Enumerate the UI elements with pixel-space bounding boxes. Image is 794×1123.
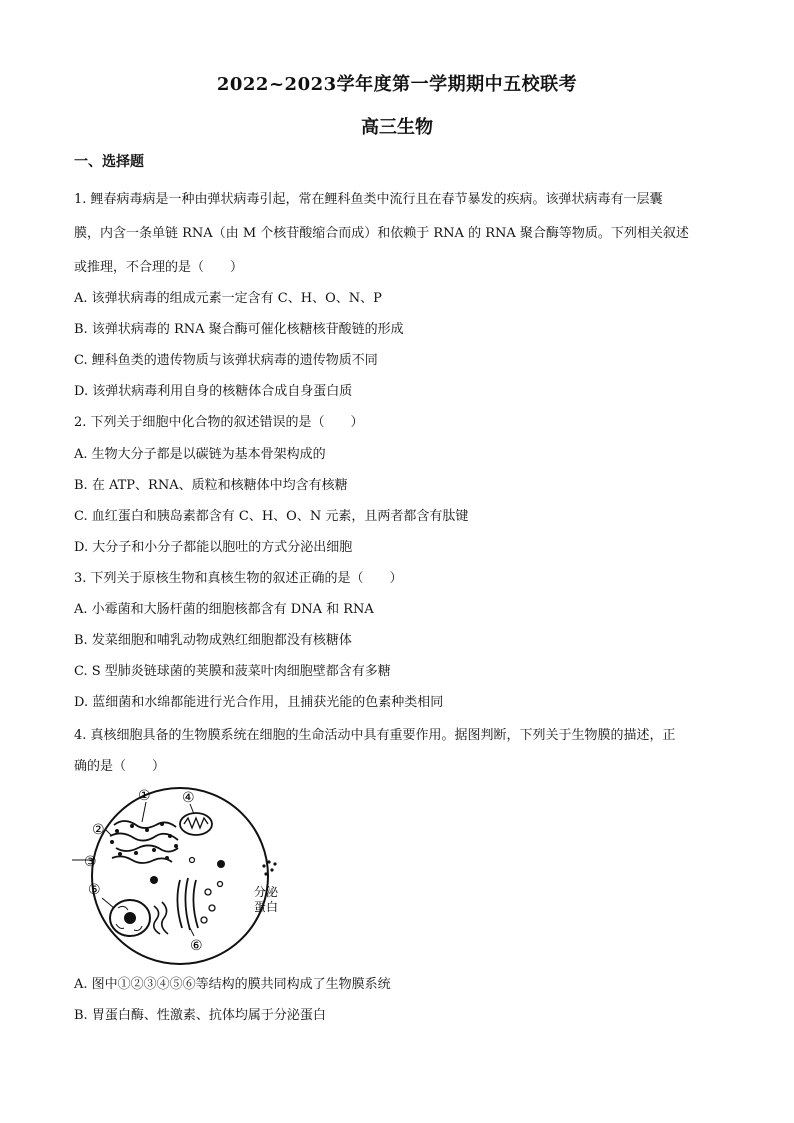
q2-option-d: D. 大分子和小分子都能以胞吐的方式分泌出细胞 bbox=[74, 540, 353, 555]
section-heading: 一、选择题 bbox=[74, 154, 144, 170]
q4-line-2: 确的是（ ） bbox=[74, 759, 166, 774]
er-near-nucleus bbox=[154, 902, 168, 934]
cell-membrane-diagram bbox=[72, 780, 292, 970]
q1-option-c: C. 鲤科鱼类的遗传物质与该弹状病毒的遗传物质不同 bbox=[74, 353, 378, 368]
q3-line-1: 3. 下列关于原核生物和真核生物的叙述正确的是（ ） bbox=[74, 571, 403, 586]
label-2: ② bbox=[92, 822, 105, 838]
vesicle-small bbox=[190, 858, 195, 863]
vesicle-dark-2 bbox=[217, 860, 225, 868]
mitochondrion bbox=[180, 813, 212, 835]
nucleus bbox=[110, 900, 150, 936]
secretion-label-line-2: 蛋白 bbox=[254, 900, 279, 914]
q2-option-a: A. 生物大分子都是以碳链为基本骨架构成的 bbox=[74, 447, 326, 462]
exam-subtitle: 高三生物 bbox=[361, 117, 433, 138]
exam-title: 2022~2023学年度第一学期期中五校联考 bbox=[216, 74, 578, 95]
label-4: ④ bbox=[182, 790, 195, 806]
label-6: ⑥ bbox=[190, 938, 203, 954]
q3-option-c: C. S 型肺炎链球菌的荚膜和菠菜叶肉细胞壁都含有多糖 bbox=[74, 664, 391, 679]
q1-option-b: B. 该弹状病毒的 RNA 聚合酶可催化核糖核苷酸链的形成 bbox=[74, 322, 404, 337]
q4-option-a: A. 图中①②③④⑤⑥等结构的膜共同构成了生物膜系统 bbox=[74, 977, 391, 992]
secretion-label-line-1: 分泌 bbox=[254, 885, 279, 899]
label-1: ① bbox=[138, 788, 151, 804]
q3-option-a: A. 小霉菌和大肠杆菌的细胞核都含有 DNA 和 RNA bbox=[74, 602, 374, 617]
label-3: ③ bbox=[84, 854, 97, 870]
cell-outline bbox=[92, 788, 268, 964]
q1-line-2: 膜，内含一条单链 RNA（由 M 个核苷酸缩合而成）和依赖于 RNA 的 RNA 聚合酶等物质。下列相关叙述 bbox=[74, 226, 689, 241]
vesicles bbox=[201, 882, 223, 924]
q1-option-a: A. 该弹状病毒的组成元素一定含有 C、H、O、N、P bbox=[74, 291, 382, 306]
label-5: ⑤ bbox=[88, 882, 101, 898]
q2-option-b: B. 在 ATP、RNA、质粒和核糖体中均含有核糖 bbox=[74, 478, 348, 493]
secretion-dots bbox=[262, 860, 276, 875]
q1-line-1: 1. 鲤春病毒病是一种由弹状病毒引起，常在鲤科鱼类中流行且在春节暴发的疾病。该弹状病毒有一层囊 bbox=[74, 192, 663, 207]
q4-option-b: B. 胃蛋白酶、性激素、抗体均属于分泌蛋白 bbox=[74, 1008, 326, 1023]
vesicle-dark-1 bbox=[150, 876, 158, 884]
golgi-apparatus bbox=[177, 878, 198, 930]
q3-option-d: D. 蓝细菌和水绵都能进行光合作用，且捕获光能的色素种类相同 bbox=[74, 695, 444, 710]
q1-option-d: D. 该弹状病毒利用自身的核糖体合成自身蛋白质 bbox=[74, 384, 353, 399]
q4-line-1: 4. 真核细胞具备的生物膜系统在细胞的生命活动中具有重要作用。据图判断，下列关于生物膜的描述，正 bbox=[74, 728, 676, 743]
q2-line-1: 2. 下列关于细胞中化合物的叙述错误的是（ ） bbox=[74, 415, 364, 430]
q1-line-3: 或推理，不合理的是（ ） bbox=[74, 260, 244, 275]
q2-option-c: C. 血红蛋白和胰岛素都含有 C、H、O、N 元素，且两者都含有肽键 bbox=[74, 509, 469, 524]
q3-option-b: B. 发菜细胞和哺乳动物成熟红细胞都没有核糖体 bbox=[74, 633, 352, 648]
